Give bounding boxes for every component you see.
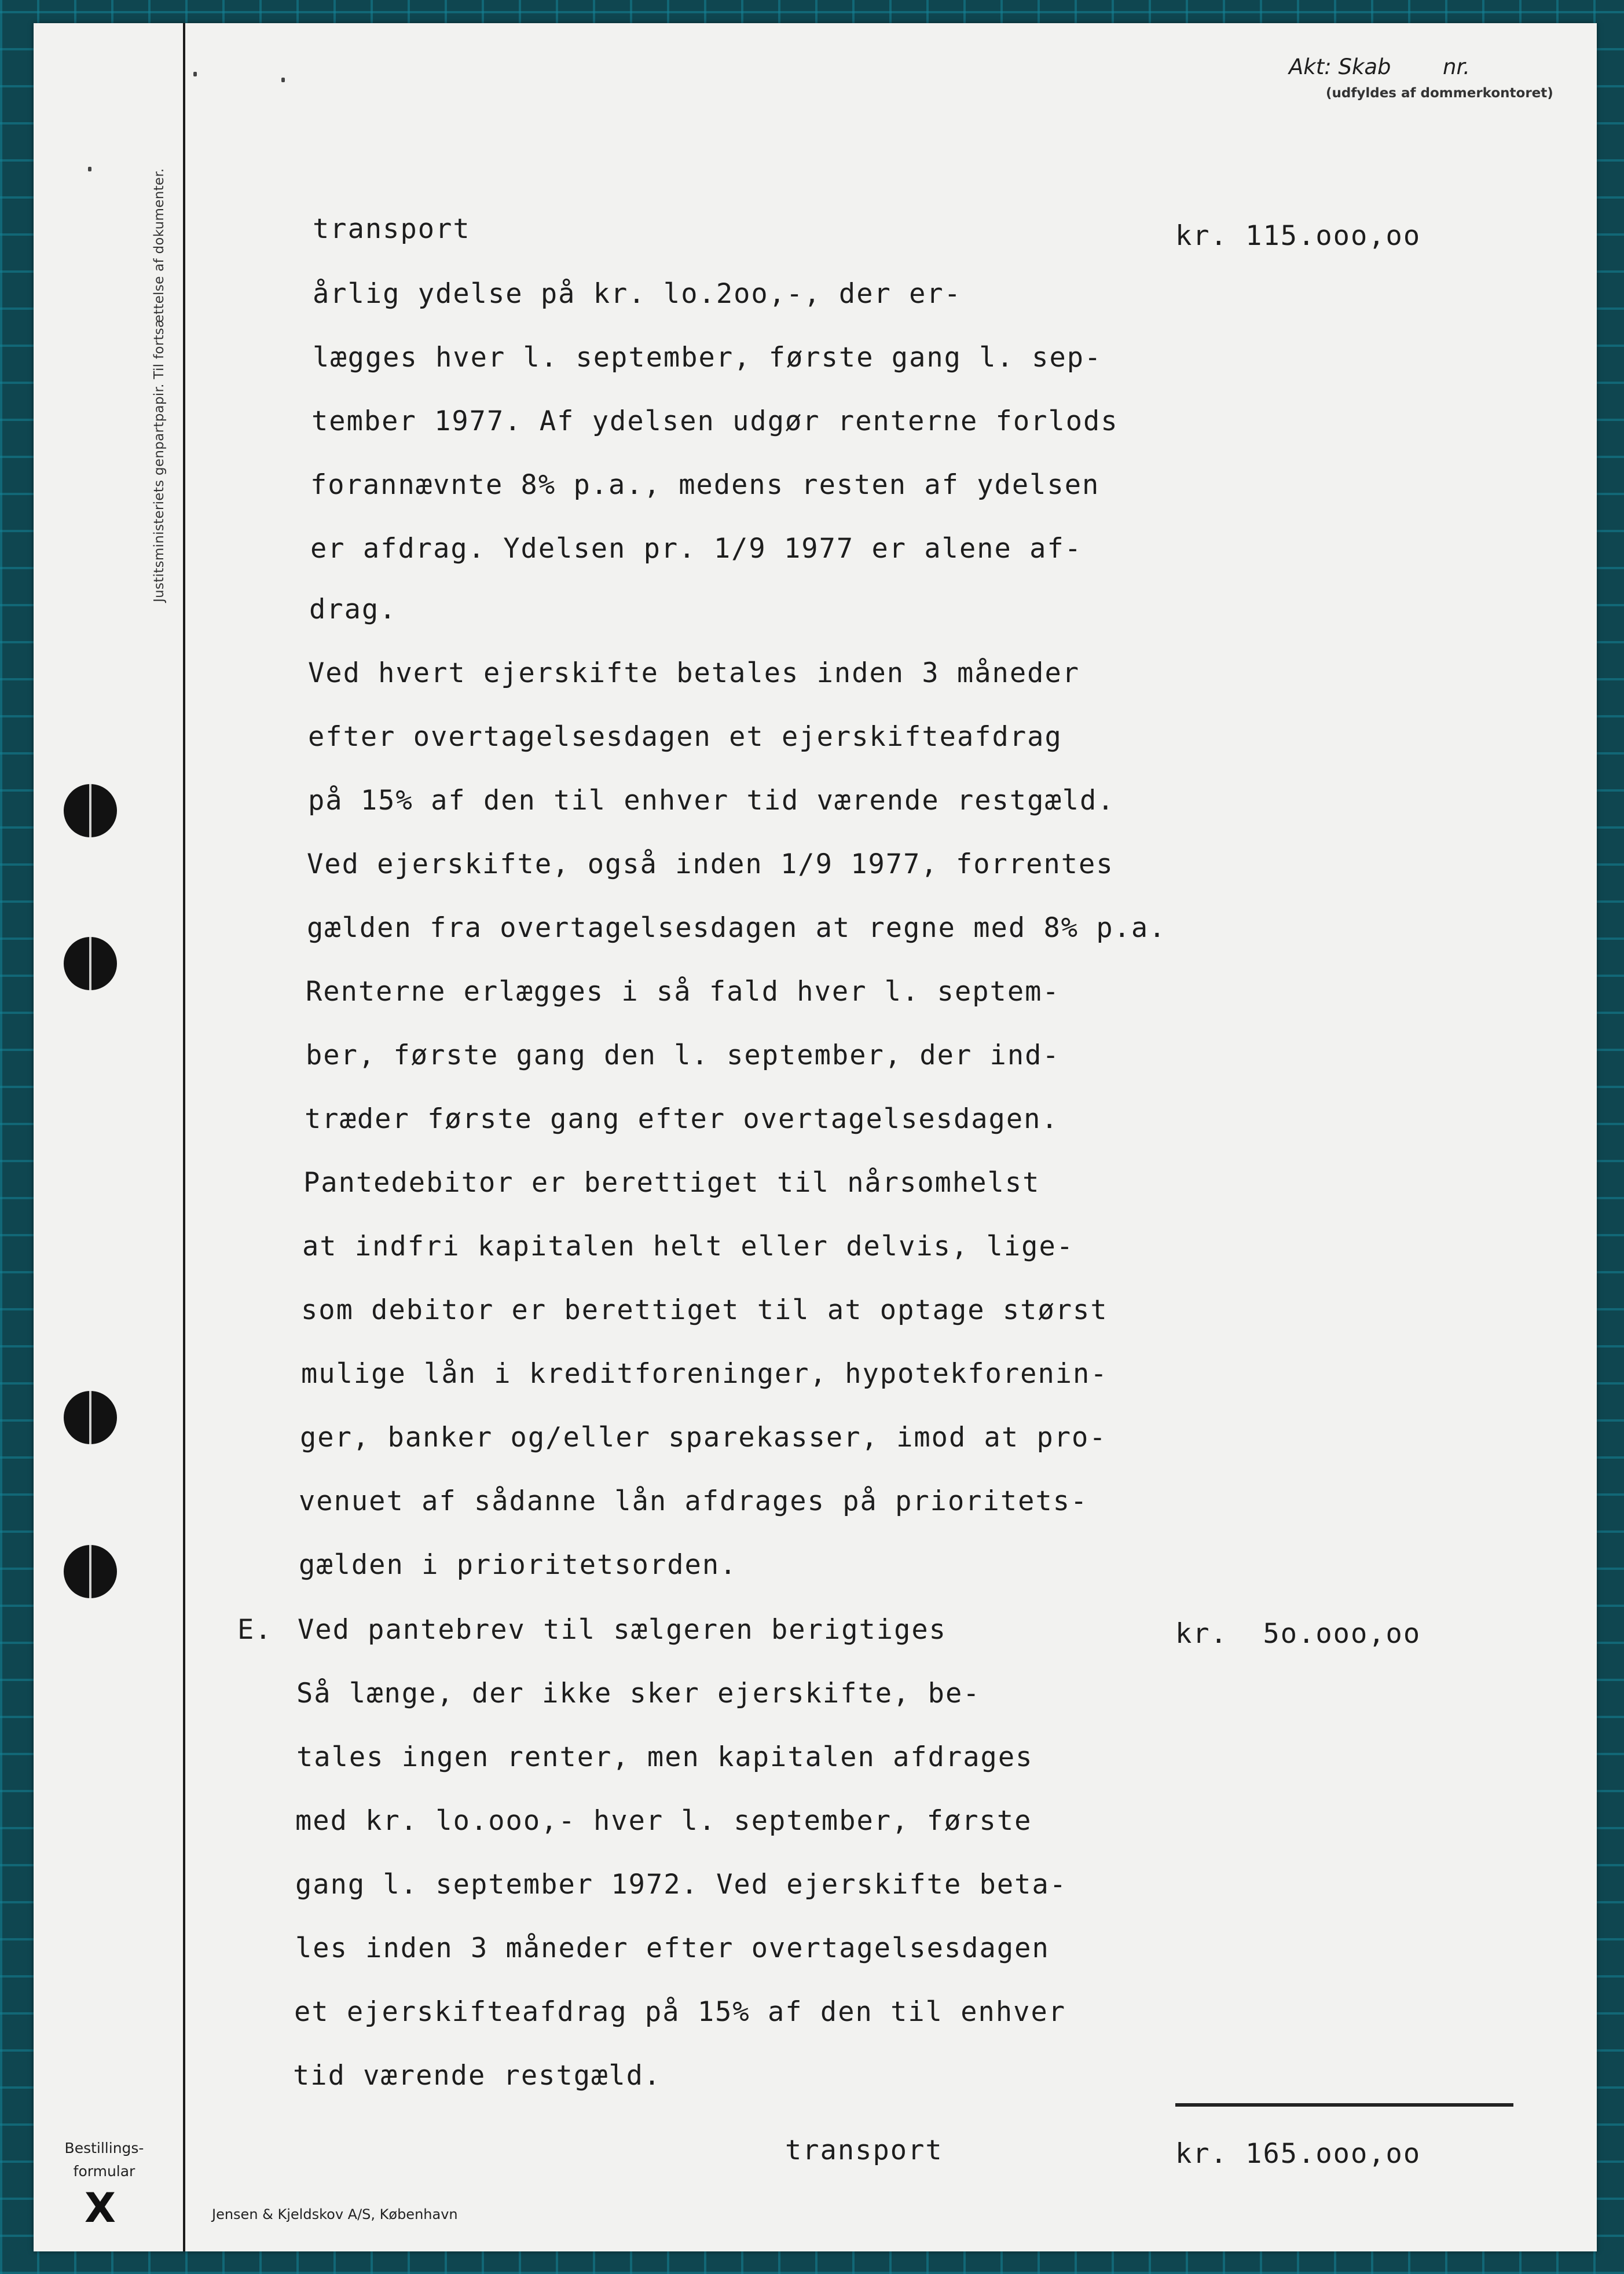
transport-top-amount: kr. 115.ooo,oo <box>1175 220 1421 252</box>
section-e-line: Så længe, der ikke sker ejerskifte, be- <box>296 1678 981 1709</box>
transport-bottom-amount: kr. 165.ooo,oo <box>1175 2138 1421 2170</box>
section-e-heading: Ved pantebrev til sælgeren berigtiges <box>298 1614 947 1646</box>
akt-nr-label: nr. <box>1443 54 1471 79</box>
order-form-label <box>58 2137 151 2183</box>
paper-fleck <box>88 167 91 171</box>
punch-hole-1 <box>64 784 117 837</box>
section-e-line: tid værende restgæld. <box>293 2060 662 2092</box>
section-e-line: med kr. lo.ooo,- hver l. september, første <box>295 1805 1032 1837</box>
body-line: Renterne erlægges i så fald hver l. septem- <box>306 976 1060 1008</box>
side-imprint: Justitsministeriets genpartpapir. Til fortsættelse af dokumenter. <box>152 168 167 602</box>
paper-fleck <box>193 72 197 76</box>
punch-hole-3 <box>64 1391 117 1444</box>
body-line: at indfri kapitalen helt eller delvis, lige- <box>302 1231 1075 1262</box>
paper-fleck <box>281 78 285 82</box>
margin-rule <box>183 23 185 2251</box>
body-line: som debitor er berettiget til at optage størst <box>301 1294 1108 1326</box>
body-line: træder første gang efter overtagelsesdagen. <box>305 1103 1059 1135</box>
sum-rule <box>1175 2103 1513 2107</box>
section-e-amount: kr. 5o.ooo,oo <box>1175 1618 1421 1650</box>
transport-bottom-label: transport <box>785 2134 943 2166</box>
body-line: Pantedebitor er berettiget til nårsomhelst <box>303 1167 1040 1199</box>
body-line: gælden i prioritetsorden. <box>299 1549 738 1581</box>
body-line: tember 1977. Af ydelsen udgør renterne forlods <box>311 405 1119 437</box>
body-line: Ved hvert ejerskifte betales inden 3 måneder <box>308 657 1080 689</box>
printer-imprint: Jensen & Kjeldskov A/S, København <box>212 2206 458 2222</box>
body-line: ger, banker og/eller sparekasser, imod at pro- <box>300 1422 1107 1453</box>
body-line: lægges hver l. september, første gang l. sep- <box>313 342 1102 373</box>
order-form-line2: formular <box>73 2163 135 2180</box>
punch-hole-4 <box>64 1545 117 1598</box>
transport-top-label: transport <box>313 213 471 245</box>
body-line: drag. <box>309 594 397 625</box>
body-line: på 15% af den til enhver tid værende restgæld. <box>308 785 1115 816</box>
body-line: mulige lån i kreditforeninger, hypotekforenin- <box>301 1358 1108 1390</box>
section-e-line: gang l. september 1972. Ved ejerskifte beta- <box>295 1869 1068 1901</box>
section-e-line: et ejerskifteafdrag på 15% af den til enhver <box>294 1996 1066 2028</box>
akt-label: Akt: Skab <box>1289 54 1391 79</box>
body-line: årlig ydelse på kr. lo.2oo,-, der er- <box>313 278 962 310</box>
order-form-line1: Bestillings- <box>64 2140 144 2156</box>
body-line: efter overtagelsesdagen et ejerskifteafdrag <box>308 721 1062 753</box>
body-line: er afdrag. Ydelsen pr. 1/9 1977 er alene af- <box>310 533 1083 565</box>
punch-hole-2 <box>64 937 117 990</box>
body-line: forannævnte 8% p.a., medens resten af ydelsen <box>310 469 1100 501</box>
body-line: ber, første gang den l. september, der ind- <box>306 1039 1060 1071</box>
section-e-line: tales ingen renter, men kapitalen afdrages <box>296 1741 1033 1773</box>
order-form-mark: X <box>85 2184 116 2232</box>
section-e-line: les inden 3 måneder efter overtagelsesdagen <box>295 1932 1050 1964</box>
body-line: gælden fra overtagelsesdagen at regne med 8% p.a. <box>307 912 1167 944</box>
section-e-marker: E. <box>237 1614 273 1646</box>
akt-sub-label: (udfyldes af dommerkontoret) <box>1326 86 1553 101</box>
body-line: venuet af sådanne lån afdrages på prioritets- <box>299 1485 1088 1517</box>
body-line: Ved ejerskifte, også inden 1/9 1977, forrentes <box>307 848 1114 880</box>
